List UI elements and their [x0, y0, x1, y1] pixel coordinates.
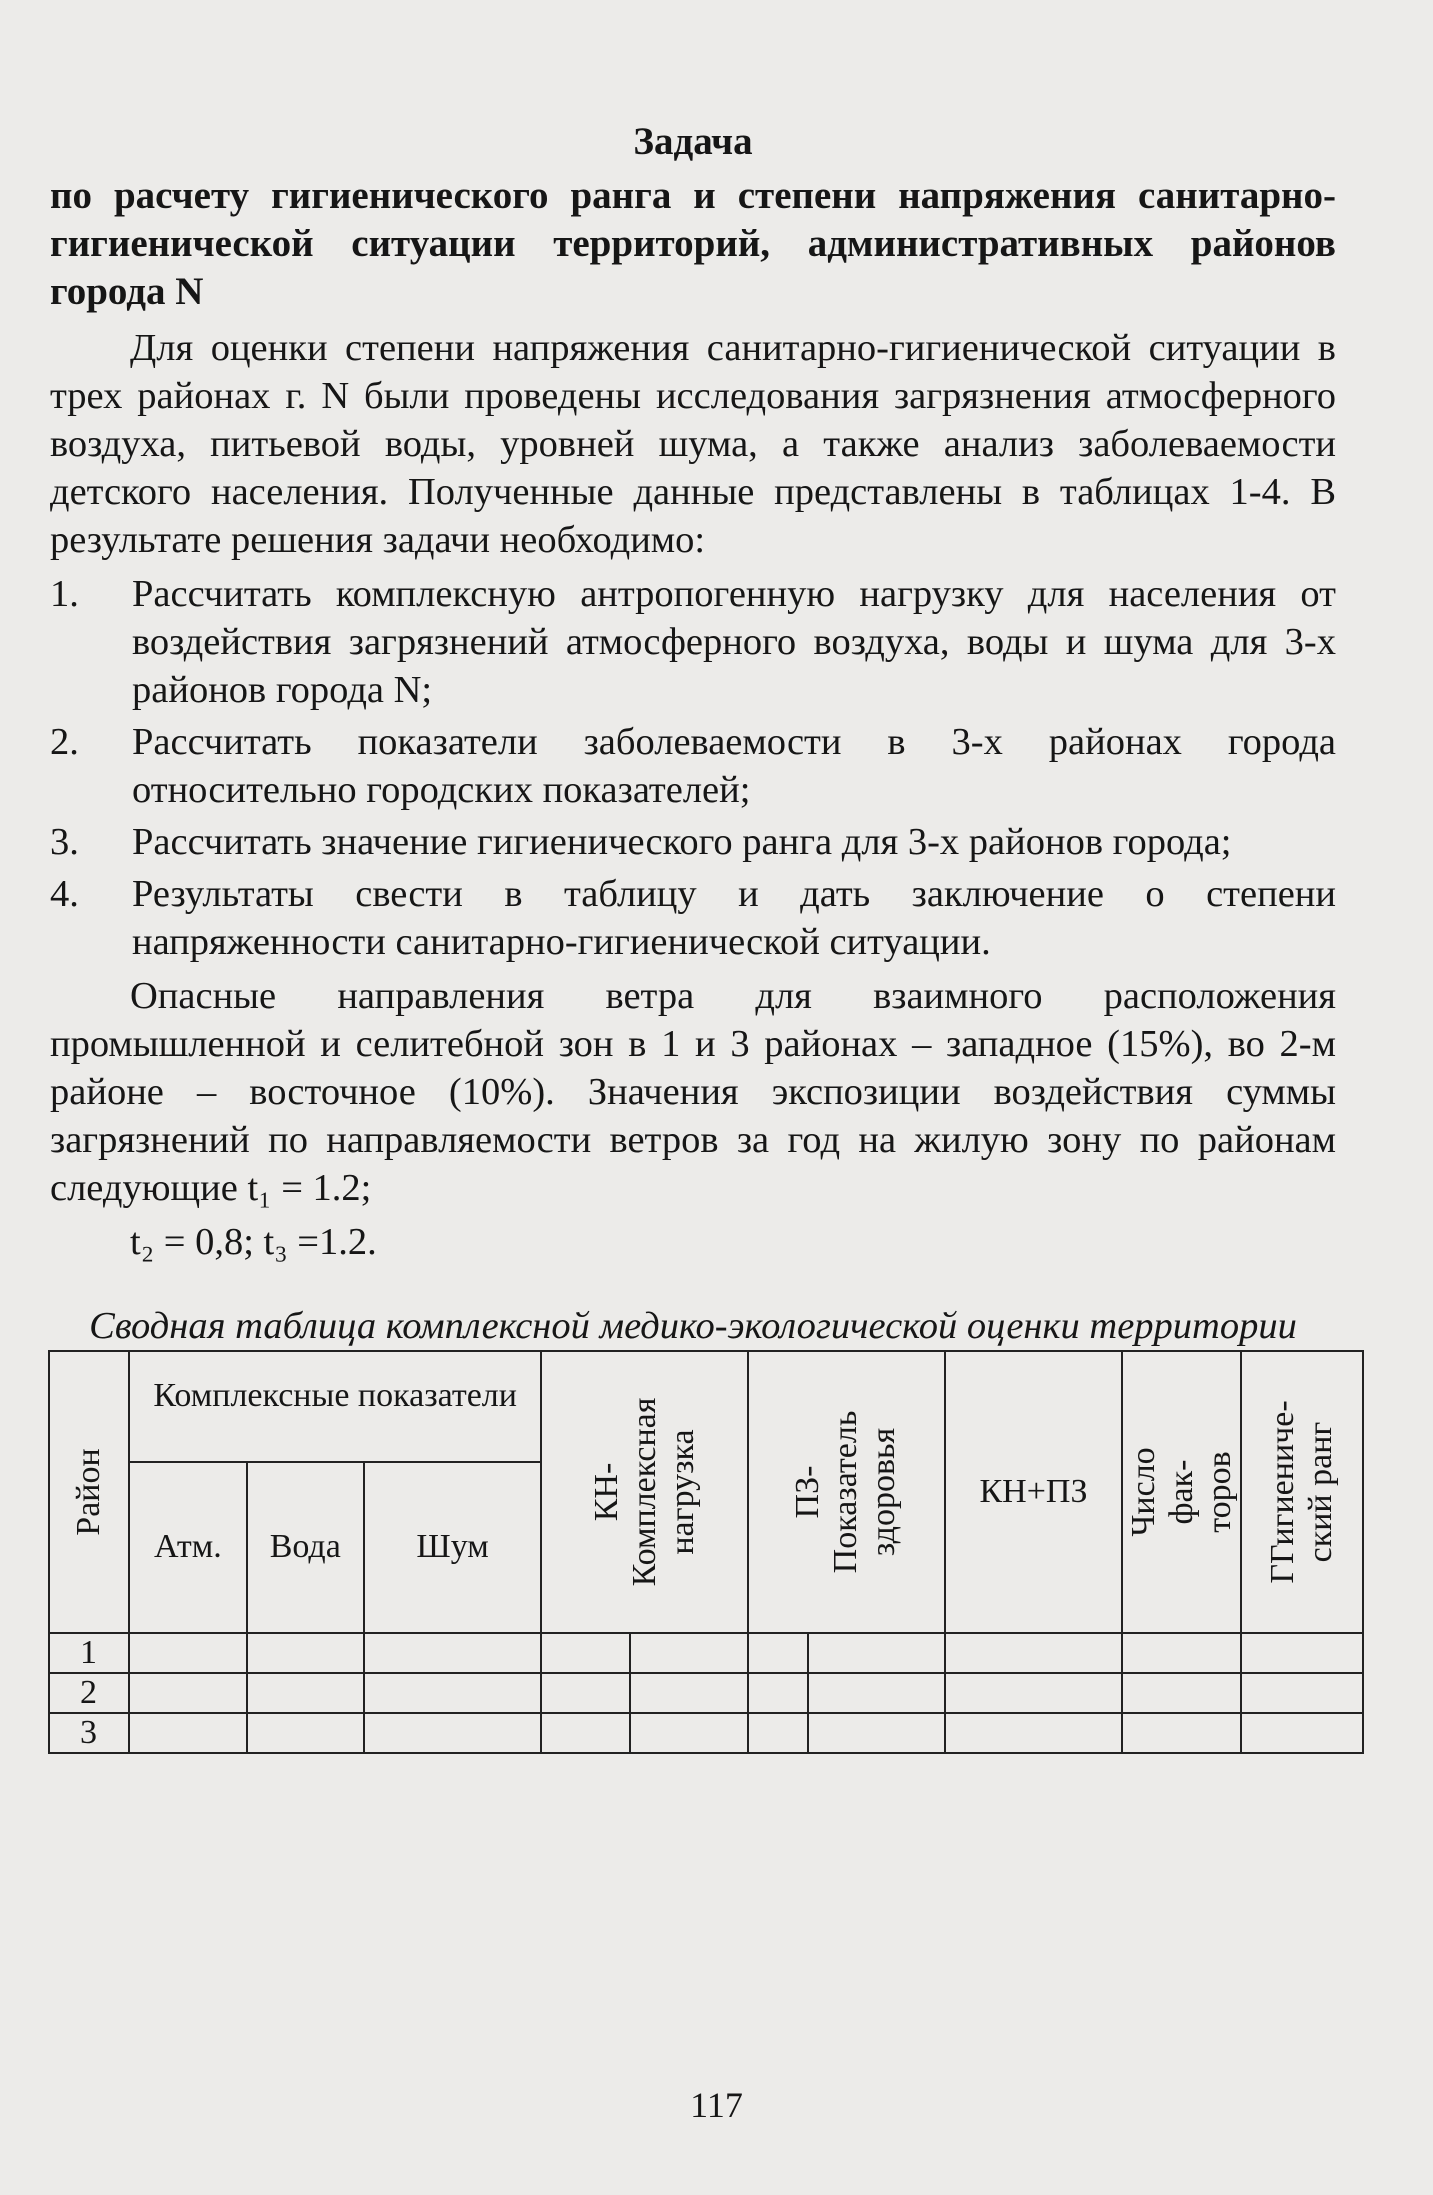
wind-paragraph: Опасные направления ветра для взаимного расположения промышленной и селитебной зон в 1 и 3 районах – западное (15%), во 2-м районе – восточное (10%). Значения экспозиции воздействия суммы загрязнений по направляемости ветров за год на жилую зону по районам следующие t₁ = 1.2; [50, 975, 1336, 1209]
list-item [50, 870, 1336, 966]
cell-factor-count[interactable] [1122, 1673, 1241, 1713]
list-item-number: 3. [50, 821, 79, 863]
task-list [50, 570, 1336, 966]
list-item [50, 818, 1336, 866]
cell-atm[interactable] [129, 1713, 247, 1753]
cell-water[interactable] [247, 1713, 364, 1753]
cell-rank[interactable] [1241, 1633, 1363, 1673]
cell-rank[interactable] [1241, 1713, 1363, 1753]
subheader-atm: Атм. [129, 1462, 247, 1633]
list-item-number: 4. [50, 873, 79, 915]
district-cell: 3 [49, 1713, 129, 1753]
cell-atm[interactable] [129, 1673, 247, 1713]
cell-kn[interactable] [541, 1633, 630, 1673]
header-pz: ПЗ- Показатель здоровья [748, 1351, 945, 1633]
cell-pz[interactable] [748, 1713, 808, 1753]
list-item-text: Рассчитать показатели заболеваемости в 3-х районах города относительно городских показателей; [132, 721, 1336, 811]
cell-noise[interactable] [364, 1673, 542, 1713]
page-content [50, 118, 1340, 1754]
cell-atm[interactable] [129, 1633, 247, 1673]
header-factor-count: Число фак- торов [1122, 1351, 1241, 1633]
table-header-row [49, 1351, 1363, 1462]
header-kn: КН- Комплексная нагрузка [541, 1351, 748, 1633]
cell-kn[interactable] [541, 1713, 630, 1753]
exposure-line: t₂ = 0,8; t₃ =1.2. [130, 1221, 377, 1263]
task-subtitle: по расчету гигиенического ранга и степени напряжения санитарно-гигиенической ситуации территорий, административных районов города N [50, 174, 1336, 313]
subheader-noise: Шум [364, 1462, 542, 1633]
cell-water[interactable] [247, 1633, 364, 1673]
cell-kn-pz[interactable] [945, 1713, 1123, 1753]
table-row [49, 1633, 1363, 1673]
intro-paragraph: Для оценки степени напряжения санитарно-гигиенической ситуации в трех районах г. N были проведены исследования загрязнения атмосферного воздуха, питьевой воды, уровней шума, а также анализ заболеваемости детского населения. Полученные данные представлены в таблицах 1-4. В результате решения задачи необходимо: [50, 327, 1336, 561]
task-title: Задача [633, 120, 753, 163]
list-item [50, 718, 1336, 814]
cell-kn-b[interactable] [630, 1673, 748, 1713]
table-row [49, 1713, 1363, 1753]
cell-factor-count[interactable] [1122, 1713, 1241, 1753]
cell-water[interactable] [247, 1673, 364, 1713]
list-item-number: 1. [50, 573, 79, 615]
header-complex-indicators: Комплексные показатели [129, 1351, 542, 1462]
header-district: Район [49, 1351, 129, 1633]
list-item-text: Результаты свести в таблицу и дать заключение о степени напряженности санитарно-гигиенической ситуации. [132, 873, 1336, 963]
subheader-water: Вода [247, 1462, 364, 1633]
list-item-number: 2. [50, 721, 79, 763]
cell-noise[interactable] [364, 1633, 542, 1673]
list-item-text: Рассчитать комплексную антропогенную нагрузку для населения от воздействия загрязнений атмосферного воздуха, воды и шума для 3-х районов города N; [132, 573, 1336, 711]
district-cell: 1 [49, 1633, 129, 1673]
cell-kn-b[interactable] [630, 1633, 748, 1673]
cell-pz[interactable] [748, 1673, 808, 1713]
list-item-text: Рассчитать значение гигиенического ранга для 3-х районов города; [132, 821, 1232, 863]
cell-kn-pz[interactable] [945, 1633, 1123, 1673]
list-item [50, 570, 1336, 714]
cell-rank[interactable] [1241, 1673, 1363, 1713]
cell-kn-pz[interactable] [945, 1673, 1123, 1713]
header-hygienic-rank: ГГигиениче- ский ранг [1241, 1351, 1363, 1633]
table-row [49, 1673, 1363, 1713]
cell-pz-b[interactable] [808, 1673, 945, 1713]
table-caption: Сводная таблица комплексной медико-экологической оценки территории [89, 1305, 1297, 1347]
cell-kn[interactable] [541, 1673, 630, 1713]
cell-factor-count[interactable] [1122, 1633, 1241, 1673]
cell-pz[interactable] [748, 1633, 808, 1673]
district-cell: 2 [49, 1673, 129, 1713]
cell-kn-b[interactable] [630, 1713, 748, 1753]
page-number: 117 [690, 2085, 743, 2125]
header-kn-pz: КН+ПЗ [945, 1351, 1123, 1633]
cell-pz-b[interactable] [808, 1713, 945, 1753]
cell-pz-b[interactable] [808, 1633, 945, 1673]
summary-table [48, 1350, 1364, 1754]
cell-noise[interactable] [364, 1713, 542, 1753]
